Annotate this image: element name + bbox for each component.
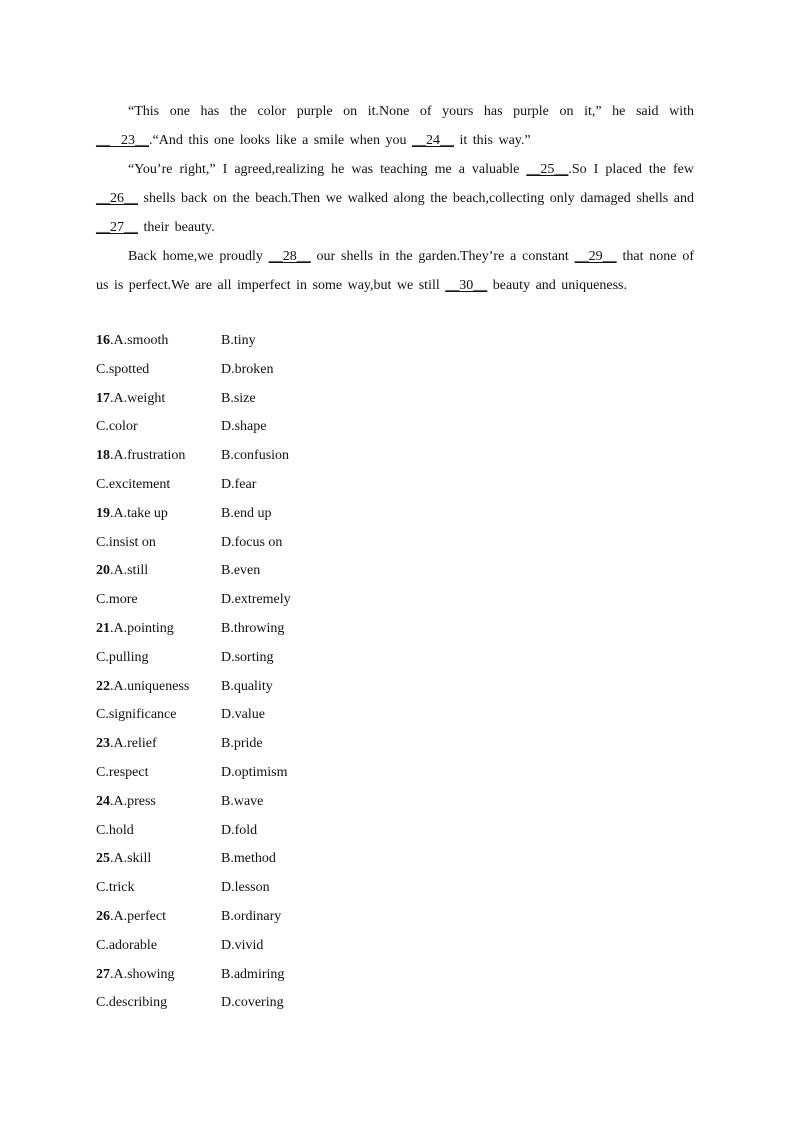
question-row [96,385,496,414]
question-number: 18 [96,448,110,464]
option-d: D.covering [221,995,284,1011]
answer-blank: __24__ [411,133,454,148]
option-d: D.optimism [221,764,288,780]
question-row [96,817,496,846]
passage-text: “You’re right,” I agreed,realizing he was teaching me a valuable [128,162,527,177]
answer-blank: __25__ [526,162,569,177]
passage-paragraph [96,97,694,155]
question-row [96,586,496,615]
option-c: C.describing [96,995,168,1011]
option-a-text: .A.showing [110,966,175,982]
option-c: C.spotted [96,361,150,377]
option-c: C.more [96,592,138,608]
question-number: 23 [96,736,110,752]
option-a [96,327,221,356]
option-a [96,442,221,471]
answer-blank: __30__ [445,278,488,293]
passage-text: it this way.” [453,133,531,148]
passage-paragraph [96,242,694,300]
question-row [96,413,496,442]
question-number: 21 [96,620,110,636]
passage-text: .So I placed the few [568,162,694,177]
option-a-text: .A.smooth [110,333,169,348]
question-row [96,442,496,471]
option-d: D.fear [221,476,257,492]
passage-text: beauty and uniqueness. [487,278,627,293]
option-a [96,615,221,644]
option-a-text: .A.take up [110,505,168,521]
option-b: B.quality [221,678,273,694]
option-a [96,845,221,874]
option-d: D.lesson [221,880,270,896]
option-a [96,903,221,932]
option-b: B.wave [221,793,264,809]
answer-blank: __28__ [268,249,311,264]
option-a [96,673,221,702]
question-row [96,845,496,874]
option-b: B.ordinary [221,908,282,924]
passage-text: their beauty. [138,220,215,235]
option-d: D.broken [221,361,274,377]
option-b: B.even [221,563,261,579]
answer-blank: __29__ [574,249,617,264]
passage-paragraph [96,155,694,242]
question-row [96,788,496,817]
question-number: 22 [96,678,110,694]
answer-blank: __27__ [96,220,138,235]
option-a-text: .A.relief [110,736,157,752]
question-row [96,961,496,990]
passage-text: our shells in the garden.They’re a constant [310,249,575,264]
option-b: B.pride [221,736,263,752]
option-a-text: .A.skill [110,851,152,867]
question-row [96,500,496,529]
passage-text: .“And this one looks like a smile when you [149,133,412,148]
option-d: D.value [221,707,265,723]
answer-blank: __ 23__ [96,133,149,148]
option-c: C.trick [96,880,135,896]
option-c: C.insist on [96,534,156,550]
question-row [96,327,496,356]
option-a [96,788,221,817]
question-number: 20 [96,563,110,579]
option-a [96,385,221,414]
option-b: B.confusion [221,448,290,464]
passage-text: “This one has the color purple on it.None of yours has purple on it,” he said with [128,104,694,119]
option-a [96,500,221,529]
option-d: D.focus on [221,534,283,550]
question-row [96,932,496,961]
question-row [96,557,496,586]
question-row [96,874,496,903]
option-d: D.fold [221,822,258,838]
option-a-text: .A.pointing [110,620,174,636]
question-row [96,989,496,1018]
passage-text: shells back on the beach.Then we walked along the beach,collecting only damaged shells and [138,191,694,206]
question-row [96,903,496,932]
option-c: C.excitement [96,476,171,492]
option-a [96,557,221,586]
option-b: B.throwing [221,620,285,636]
passage-text: Back home,we proudly [128,249,269,264]
question-number: 25 [96,851,110,867]
option-c: C.pulling [96,649,149,665]
question-number: 24 [96,793,110,809]
question-row [96,615,496,644]
option-a-text: .A.perfect [110,908,166,924]
option-d: D.shape [221,419,267,435]
question-number: 27 [96,966,110,982]
option-d: D.sorting [221,649,274,665]
option-b: B.admiring [221,966,285,982]
answer-blank: __26__ [96,191,138,206]
question-row [96,730,496,759]
passage-text: that none of us is perfect.We are all imperfect in some way,but we still [96,249,695,293]
option-c: C.significance [96,707,177,723]
option-c: C.color [96,419,138,435]
option-b: B.tiny [221,333,256,348]
question-row [96,471,496,500]
option-a-text: .A.uniqueness [110,678,190,694]
question-row [96,356,496,385]
question-row [96,759,496,788]
question-options [96,327,496,1018]
option-d: D.extremely [221,592,291,608]
option-c: C.hold [96,822,134,838]
option-a-text: .A.weight [110,390,166,406]
option-a [96,730,221,759]
option-d: D.vivid [221,937,264,953]
question-number: 19 [96,505,110,521]
question-number: 16 [96,333,110,348]
option-c: C.respect [96,764,149,780]
cloze-passage [96,97,694,300]
question-row [96,644,496,673]
option-c: C.adorable [96,937,158,953]
question-number: 17 [96,390,110,406]
option-b: B.size [221,390,256,406]
question-number: 26 [96,908,110,924]
option-a [96,961,221,990]
option-b: B.method [221,851,276,867]
question-row [96,673,496,702]
option-a-text: .A.still [110,563,149,579]
option-b: B.end up [221,505,272,521]
question-row [96,529,496,558]
option-a-text: .A.frustration [110,448,186,464]
option-a-text: .A.press [110,793,156,809]
question-row [96,701,496,730]
